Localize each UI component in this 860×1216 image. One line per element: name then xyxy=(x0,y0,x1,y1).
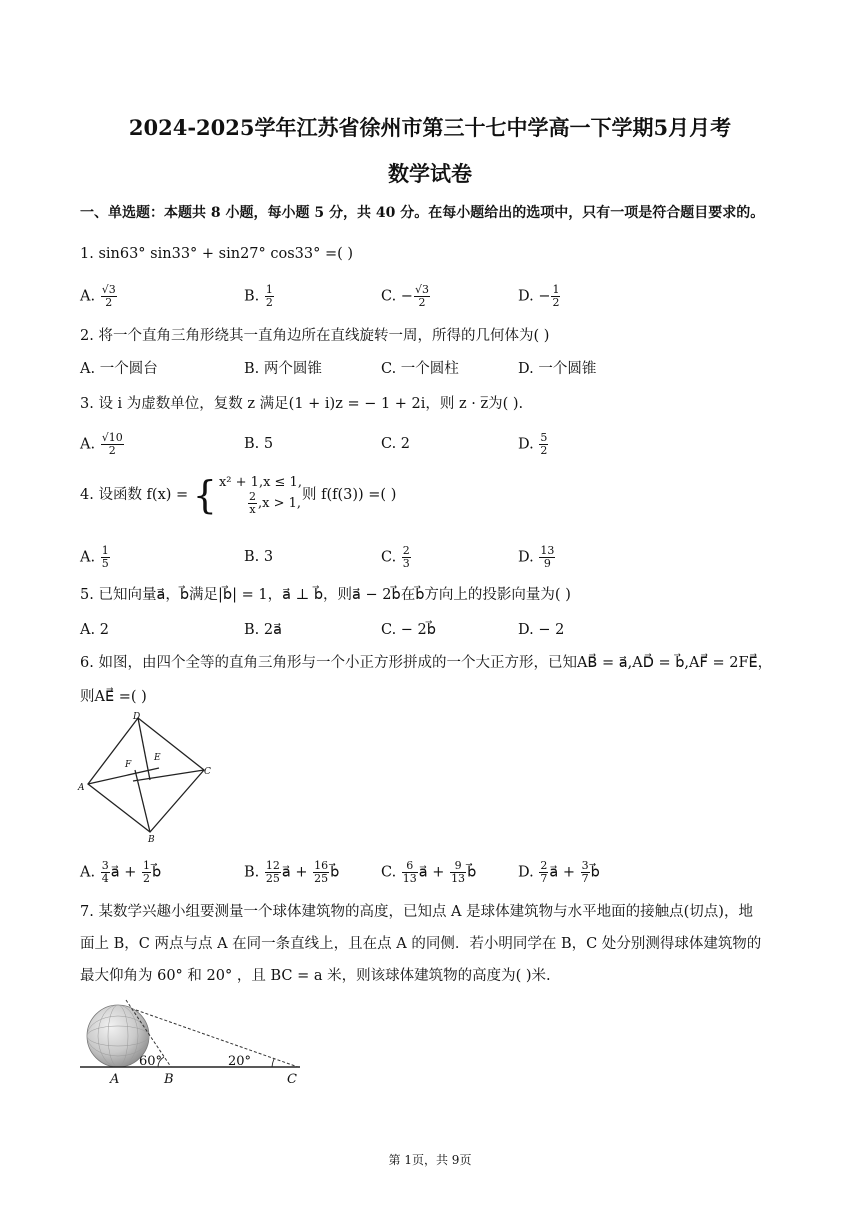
question-7: 7. 某数学兴趣小组要测量一个球体建筑物的高度，已知点 A 是球体建筑物与水平地面的接触点(切点)，地 xyxy=(80,904,753,920)
option-prefix: A. xyxy=(80,549,100,566)
option-2d: D. 一个圆锥 xyxy=(518,361,597,377)
label-c: C xyxy=(204,767,211,777)
angle-60-label: 60° xyxy=(139,1054,163,1069)
point-c-label: C xyxy=(287,1072,297,1087)
option-prefix: C. xyxy=(381,549,401,566)
option-1b xyxy=(244,284,275,309)
option-prefix: C. − xyxy=(381,288,413,305)
question-1: 1. sin63° sin33° + sin27° cos33° =( ) xyxy=(80,246,354,262)
option-prefix: D. xyxy=(518,549,539,566)
option-4b: B. 3 xyxy=(244,549,274,565)
label-f: F xyxy=(125,760,132,770)
piecewise-cases xyxy=(219,474,302,516)
option-4d xyxy=(518,545,556,570)
fraction: $\frac{9}{13}$ xyxy=(451,859,466,885)
fraction: $\frac{5}{2}$ xyxy=(540,431,548,457)
fraction: $\frac{3}{7}$ xyxy=(581,859,589,885)
page-title: 2024-2025学年江苏省徐州市第三十七中学高一下学期5月月考 xyxy=(128,115,732,140)
question-5: 5. 已知向量a⃗，b⃗满足|b⃗| = 1，a⃗ ⊥ b⃗，则a⃗ − 2b⃗在b⃗方向上的投影向量为( ) xyxy=(80,587,571,603)
square-figure xyxy=(76,708,216,843)
point-b-label: B xyxy=(164,1072,174,1087)
case-2: $\frac{2}{x}$ ,x > 1, xyxy=(248,490,301,516)
fraction: $\frac{1}{5}$ xyxy=(101,544,109,570)
option-5a: A. 2 xyxy=(80,622,109,638)
option-prefix: B. xyxy=(244,288,264,305)
option-6b: B. $\frac{12}{25}$ a⃗ + $\frac{16}{25}$ b⃗ xyxy=(244,859,340,885)
angle-20-label: 20° xyxy=(228,1054,252,1069)
option-prefix: D. xyxy=(518,436,539,453)
fraction: $\frac{1}{2}$ xyxy=(142,859,150,885)
question-7-line3: 最大仰角为 60° 和 20° ，且 BC = a 米，则该球体建筑物的高度为( )米. xyxy=(80,968,551,984)
option-5d: D. − 2 xyxy=(518,622,565,638)
option-6c: C. $\frac{6}{13}$ a⃗ + $\frac{9}{13}$ b⃗ xyxy=(381,859,477,885)
option-5b: B. 2a⃗ xyxy=(244,622,282,638)
option-3a xyxy=(80,432,125,457)
option-5c: C. − 2b⃗ xyxy=(381,622,436,638)
option-3c: C. 2 xyxy=(381,436,411,452)
page-footer: 第 1页，共 9页 xyxy=(388,1153,472,1167)
fraction: $\frac{√3}{2}$ xyxy=(101,283,116,309)
fraction: $\frac{6}{13}$ xyxy=(402,859,417,885)
case-1: x² + 1,x ≤ 1, xyxy=(218,475,302,490)
option-6d: D. $\frac{2}{7}$ a⃗ + $\frac{3}{7}$ b⃗ xyxy=(518,859,600,885)
label-b: B xyxy=(148,835,155,843)
option-1c xyxy=(381,284,431,309)
fraction: $\frac{√3}{2}$ xyxy=(414,283,429,309)
option-1a xyxy=(80,284,118,309)
fraction: $\frac{2}{7}$ xyxy=(540,859,548,885)
question-6-line2: 则AE⃗ =( ) xyxy=(80,689,147,705)
question-2: 2. 将一个直角三角形绕其一直角边所在直线旋转一周，所得的几何体为( ) xyxy=(80,328,550,344)
section-heading: 一、单选题：本题共 8 小题，每小题 5 分，共 40 分。在每小题给出的选项中，只有一项是符合题目要求的。 xyxy=(80,205,765,221)
label-d: D xyxy=(133,712,141,722)
point-a-label: A xyxy=(110,1072,120,1087)
fraction: $\frac{16}{25}$ xyxy=(314,859,329,885)
option-2b: B. 两个圆锥 xyxy=(244,361,322,377)
fraction: $\frac{13}{9}$ xyxy=(540,544,555,570)
option-4a xyxy=(80,545,111,570)
fraction: $\frac{2}{x}$ xyxy=(248,490,256,516)
fraction: $\frac{12}{25}$ xyxy=(265,859,280,885)
option-prefix: D. − xyxy=(518,288,551,305)
question-7-line2: 面上 B，C 两点与点 A 在同一条直线上，且在点 A 的同侧．若小明同学在 B，C 处分别测得球体建筑物的 xyxy=(80,936,762,952)
option-2c: C. 一个圆柱 xyxy=(381,361,459,377)
fraction: $\frac{3}{4}$ xyxy=(101,859,109,885)
label-e: E xyxy=(154,753,161,763)
sphere-figure xyxy=(76,998,306,1090)
stem-prefix: 4. 设函数 f(x) = xyxy=(80,487,193,503)
fraction: $\frac{2}{3}$ xyxy=(402,544,410,570)
question-4 xyxy=(80,474,396,516)
option-prefix: A. xyxy=(80,436,100,453)
option-4c xyxy=(381,545,412,570)
page-subtitle: 数学试卷 xyxy=(388,161,472,186)
fraction: $\frac{1}{2}$ xyxy=(552,283,560,309)
option-3d xyxy=(518,432,549,457)
option-6a: A. $\frac{3}{4}$ a⃗ + $\frac{1}{2}$ b⃗ xyxy=(80,859,162,885)
option-3b: B. 5 xyxy=(244,436,274,452)
question-6: 6. 如图，由四个全等的直角三角形与一个小正方形拼成的一个大正方形，已知AB⃗ = a⃗,AD⃗ = b⃗,AF⃗ = 2FE⃗， xyxy=(80,655,773,671)
fraction: $\frac{1}{2}$ xyxy=(265,283,273,309)
question-3: 3. 设 i 为虚数单位，复数 z 满足(1 + i)z = − 1 + 2i，则 z · z̅为( ). xyxy=(80,396,524,412)
fraction: $\frac{√10}{2}$ xyxy=(101,431,123,457)
label-a: A xyxy=(78,783,85,793)
option-1d xyxy=(518,284,561,309)
piecewise-brace: { xyxy=(192,473,217,517)
option-prefix: A. xyxy=(80,288,100,305)
stem-suffix: 则 f(f(3)) =( ) xyxy=(301,487,397,503)
option-2a: A. 一个圆台 xyxy=(80,361,158,377)
